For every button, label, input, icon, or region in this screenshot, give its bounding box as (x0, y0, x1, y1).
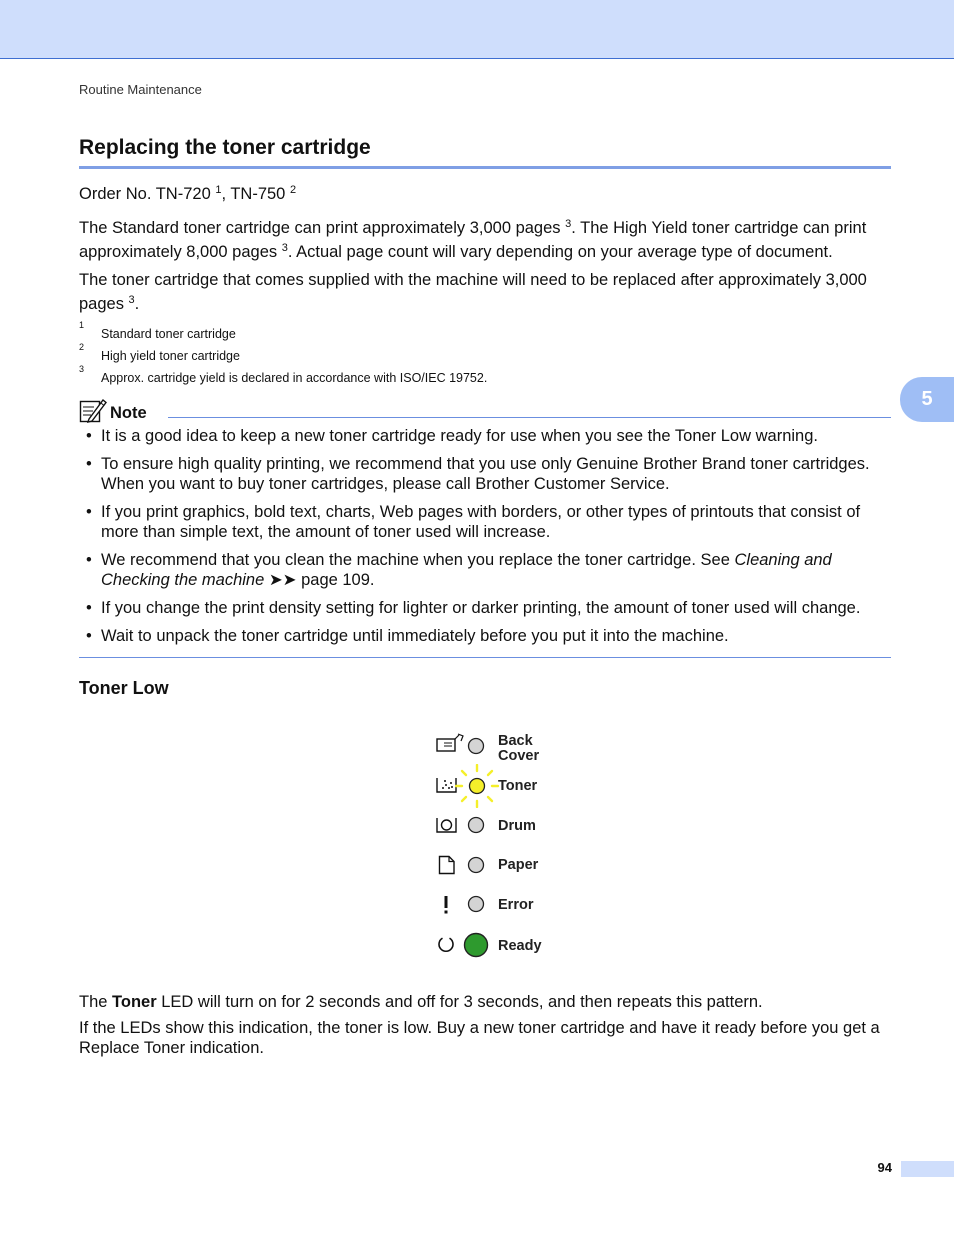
cleaning-link[interactable]: Cleaning and Checking the machine ➤➤ page 109. (101, 551, 832, 589)
error-led (467, 895, 485, 913)
led-label-paper: Paper (498, 857, 539, 873)
footer-tab (901, 1161, 954, 1177)
note-list (79, 426, 891, 654)
order-number: Order No. TN-720 $^1$, TN-750 $^2$ (79, 184, 297, 203)
back-cover-icon (436, 733, 464, 755)
toner-led-pattern-paragraph: The Toner LED will turn on for 2 seconds and off for 3 seconds, and then repeats this pattern. (79, 993, 763, 1011)
led-label-error: Error (498, 897, 534, 913)
led-label-ready: Ready (498, 938, 542, 954)
error-icon (441, 895, 451, 915)
footnote: 1 Standard toner cartridge (79, 320, 236, 341)
chapter-tab: 5 (900, 377, 954, 422)
list-item: • If you change the print density setting for lighter or darker printing, the amount of toner used will change. (86, 599, 861, 617)
note-header (79, 397, 891, 423)
led-light (470, 779, 485, 794)
footnote: 2 High yield toner cartridge (79, 342, 240, 363)
led-light (469, 818, 484, 833)
led-label-back-cover: Back Cover (498, 733, 540, 764)
ready-led (463, 932, 489, 958)
note-label: Note (110, 404, 147, 422)
list-item: • If you print graphics, bold text, charts, Web pages with borders, or other types of printouts that consist of more than simple text, the amount of toner used will increase. (86, 503, 861, 541)
footnote: 3 Approx. cartridge yield is declared in accordance with ISO/IEC 19752. (79, 364, 488, 385)
led-label-toner: Toner (498, 778, 538, 794)
led-label-drum: Drum (498, 818, 536, 834)
note-end-divider (79, 657, 891, 658)
footnotes (79, 320, 891, 390)
note-divider (168, 417, 891, 418)
yield-paragraph: The Standard toner cartridge can print approximately 3,000 pages $^3$. The High Yield toner cartridge can print approximately 8,000 pages $^3$. Actual page count will vary depending on your average type of document. (79, 218, 867, 261)
back-cover-led (467, 737, 485, 755)
list-item: • To ensure high quality printing, we recommend that you use only Genuine Brother Brand toner cartridges. When you want to buy toner cartridges, please call Brother Customer Service. (86, 455, 870, 493)
drum-led (467, 816, 485, 834)
header-band (0, 0, 954, 59)
paper-led (467, 856, 485, 874)
led-light (469, 858, 484, 873)
paper-icon (438, 855, 456, 875)
toner-led (455, 764, 499, 808)
list-item: • Wait to unpack the toner cartridge until immediately before you put it into the machine. (86, 627, 729, 645)
section-title: Replacing the toner cartridge (79, 136, 891, 169)
page-number: 94 (877, 1160, 892, 1175)
led-light (469, 897, 484, 912)
list-item: • It is a good idea to keep a new toner cartridge ready for use when you see the Toner Low warning. (86, 427, 818, 445)
running-head: Routine Maintenance (79, 82, 202, 97)
ready-icon (437, 936, 455, 954)
toner-low-advice-paragraph: If the LEDs show this indication, the toner is low. Buy a new toner cartridge and have it ready before you get a Replace Toner indication. (79, 1019, 880, 1057)
led-light (469, 739, 484, 754)
toner-low-title: Toner Low (79, 678, 169, 698)
note-pencil-icon (79, 397, 107, 423)
drum-icon (436, 816, 458, 834)
supplied-cartridge-paragraph: The toner cartridge that comes supplied with the machine will need to be replaced after approximately 3,000 pages $^3$. (79, 271, 867, 313)
list-item: • We recommend that you clean the machine when you replace the toner cartridge. See Cleaning and Checking the machine ➤➤ page 109. (86, 551, 832, 589)
led-light (465, 934, 488, 957)
